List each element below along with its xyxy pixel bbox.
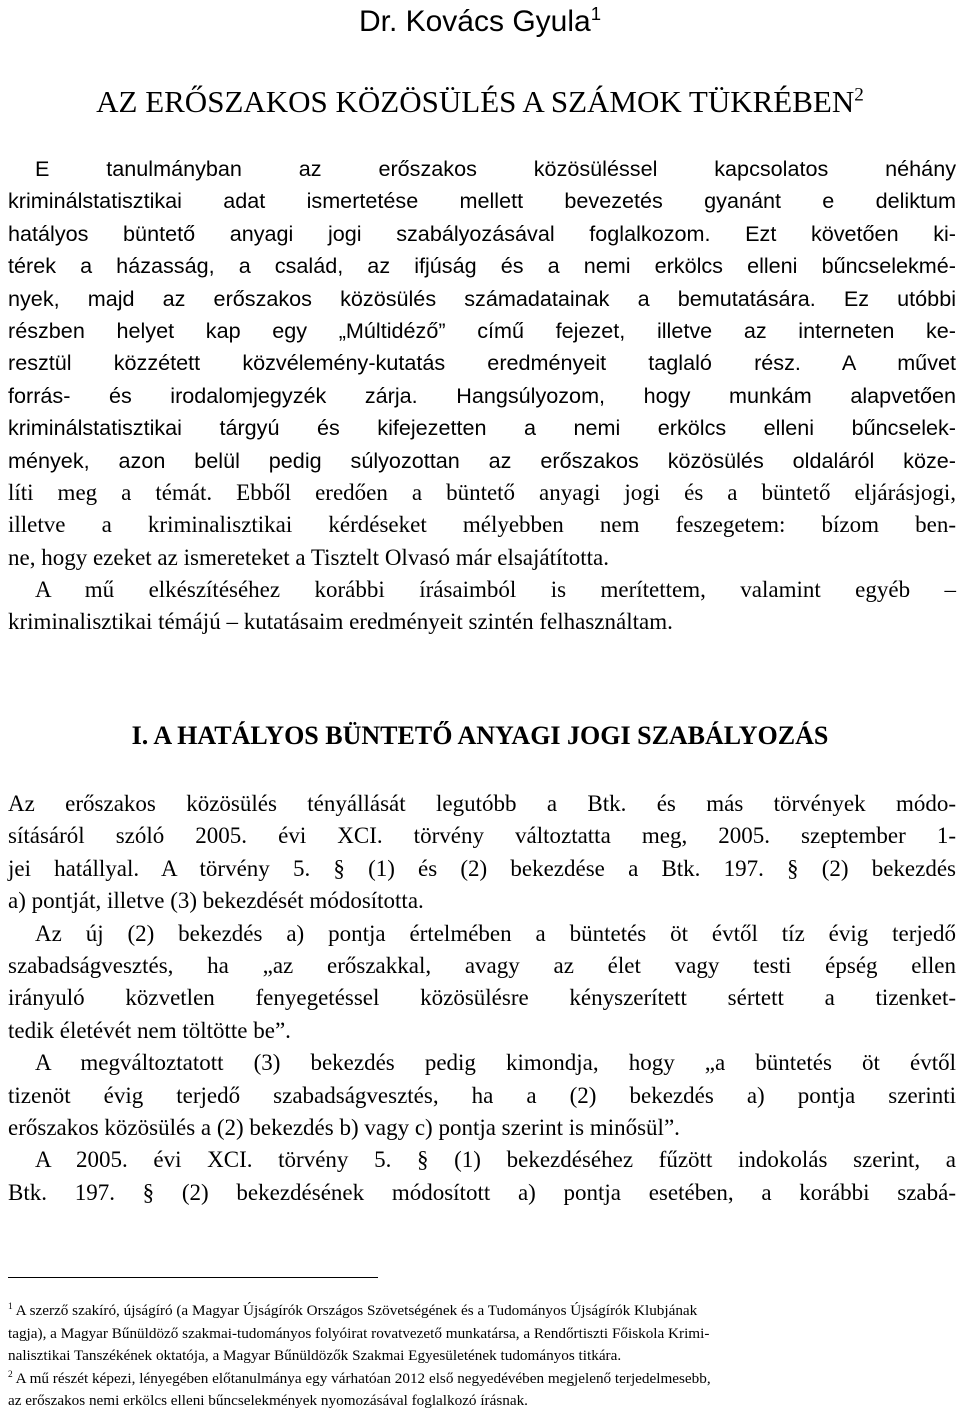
intro-paragraph xyxy=(8,153,956,639)
footnote-1-line: nalisztikai Tanszékének oktatója, a Magyar Bűnüldözők Szakmai Egyesületének tudományos titkára. xyxy=(8,1347,622,1365)
text-line: jei hatállyal. A törvény 5. § (1) és (2) bekezdése a Btk. 197. § (2) bekezdés xyxy=(8,855,956,881)
text-line: tedik életévét nem töltötte be”. xyxy=(8,1017,291,1043)
footnote-ref-2[interactable]: 2 xyxy=(854,84,864,106)
footnote-2-line: az erőszakos nemi erkölcs elleni bűncselekmények nyomozásával foglalkozó írásnak. xyxy=(8,1392,528,1410)
text-line: hatályos büntető anyagi jogi szabályozásával foglalkozom. Ezt követően ki- xyxy=(8,220,956,246)
footnote-1-line: tagja), a Magyar Bűnüldöző szakmai-tudományos folyóirat rovatvezető munkatársa, a Rendőrtiszti Főiskola Krimi- xyxy=(8,1324,710,1342)
body-text xyxy=(8,788,956,1209)
text-line: Btk. 197. § (2) bekezdésének módosított a) pontja esetében, a korábbi szabá- xyxy=(8,1179,956,1205)
footnotes xyxy=(8,1300,956,1413)
text-line: a) pontját, illetve (3) bekezdését módosította. xyxy=(8,888,424,914)
text-line: részben helyet kap egy „Múltidéző” című fejezet, illetve az interneten ke- xyxy=(8,317,956,343)
text-line: tizenöt évig terjedő szabadságvesztés, ha a (2) bekezdés a) pontja szerinti xyxy=(8,1082,956,1108)
footnote-separator xyxy=(8,1277,378,1278)
text-line: térek a házasság, a család, az ifjúság és a nemi erkölcs elleni bűncselekmé- xyxy=(8,253,956,279)
author-text: Dr. Kovács Gyula xyxy=(358,5,591,38)
text-line: szabadságvesztés, ha „az erőszakkal, avagy az élet vagy testi épség ellen xyxy=(8,952,956,978)
text-line: E tanulmányban az erőszakos közösüléssel kapcsolatos néhány xyxy=(35,156,956,181)
footnote-2-line xyxy=(8,1368,956,1391)
footnote-1-line xyxy=(8,1300,956,1323)
author-name xyxy=(0,2,960,42)
text-line: kriminálstatisztikai adat ismertetése mellett bevezetés gyanánt e deliktum xyxy=(8,188,956,214)
text-line: A 2005. évi XCI. törvény 5. § (1) bekezdéséhez fűzött indokolás szerint, a xyxy=(35,1147,956,1173)
text-line: irányuló közvetlen fenyegetéssel közösülésre kényszerített sértett a tizenket- xyxy=(8,985,956,1011)
title-text: AZ ERŐSZAKOS KÖZÖSÜLÉS A SZÁMOK TÜKRÉBEN xyxy=(96,84,855,119)
footnote-1-mark: 1 xyxy=(8,1301,13,1312)
text-line: ne, hogy ezeket az ismereteket a Tisztelt Olvasó már elsajátította. xyxy=(8,544,609,570)
footnote-1-text: A szerző szakíró, újságíró (a Magyar Újságírók Országos Szövetségének és a Tudományos Újságírók Klubjának xyxy=(15,1302,698,1319)
text-line: sításáról szóló 2005. évi XCI. törvény változtatta meg, 2005. szeptember 1- xyxy=(8,823,956,849)
text-line: A megváltoztatott (3) bekezdés pedig kimondja, hogy „a büntetés öt évtől xyxy=(35,1050,956,1076)
text-line: Az új (2) bekezdés a) pontja értelmében a büntetés öt évtől tíz évig terjedő xyxy=(35,920,956,946)
footnote-ref-1[interactable]: 1 xyxy=(590,3,602,24)
text-line: nyek, majd az erőszakos közösülés számadatainak a bemutatására. Ez utóbbi xyxy=(8,285,956,311)
text-line: líti meg a témát. Ebből eredően a büntető anyagi jogi és a büntető eljárásjogi, xyxy=(8,479,956,505)
text-line: kriminálstatisztikai tárgyú és kifejezetten a nemi erkölcs elleni bűncselek- xyxy=(8,415,956,441)
text-line: erőszakos közösülés a (2) bekezdés b) vagy c) pontja szerint is minősül”. xyxy=(8,1114,680,1140)
text-line: illetve a kriminalisztikai kérdéseket mélyebben nem feszegetem: bízom ben- xyxy=(8,512,956,538)
document-title xyxy=(0,80,960,124)
text-line: mények, azon belül pedig súlyozottan az erőszakos közösülés oldaláról köze- xyxy=(8,447,956,473)
text-line: A mű elkészítéséhez korábbi írásaimból is merítettem, valamint egyéb – xyxy=(35,577,956,603)
footnote-2-text: A mű részét képezi, lényegében előtanulmánya egy várhatóan 2012 első negyedévében megjelenő terjedelmesebb, xyxy=(15,1369,711,1387)
text-line: kriminalisztikai témájú – kutatásaim eredményeit szintén felhasználtam. xyxy=(8,609,673,635)
footnote-2-mark: 2 xyxy=(8,1369,13,1380)
text-line: forrás- és irodalomjegyzék zárja. Hangsúlyozom, hogy munkám alapvetően xyxy=(8,382,956,408)
text-line: resztül közzétett közvélemény-kutatás eredményeit taglaló rész. A művet xyxy=(8,350,956,376)
text-line: Az erőszakos közösülés tényállását legutóbb a Btk. és más törvények módo- xyxy=(8,791,956,816)
section-heading: I. A HATÁLYOS BÜNTETŐ ANYAGI JOGI SZABÁLYOZÁS xyxy=(131,721,829,750)
